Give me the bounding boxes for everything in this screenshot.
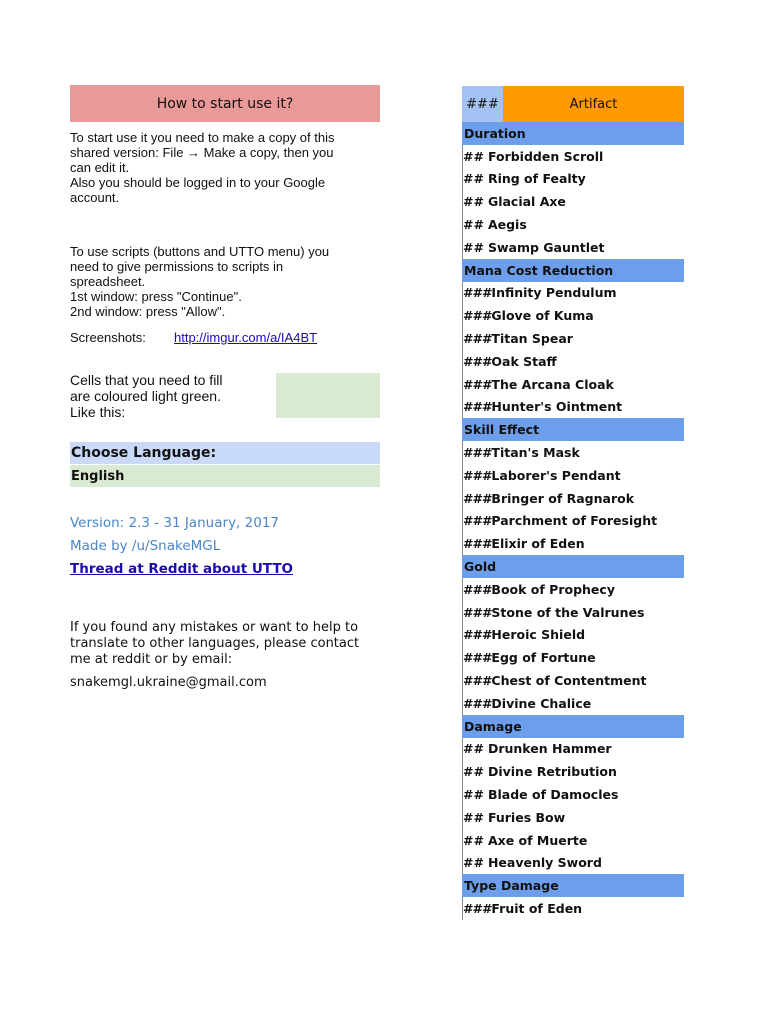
rank-hash: ## xyxy=(463,787,484,802)
artifact-row[interactable] xyxy=(462,806,684,829)
artifact-name: The Arcana Cloak xyxy=(491,376,614,392)
rank-hash: ## xyxy=(463,764,484,780)
rank-hash: ### xyxy=(463,900,492,916)
rank-hash: ### xyxy=(463,604,492,620)
artifact-rows xyxy=(462,122,684,920)
cells-fill-note: Cells that you need to fill are coloured light green. Like this: xyxy=(70,372,223,420)
rank-hash: ## xyxy=(463,171,484,187)
light-green-sample-cell[interactable] xyxy=(276,373,380,418)
artifact-row[interactable] xyxy=(462,145,684,168)
artifact-row[interactable] xyxy=(462,669,684,692)
section-label: Damage xyxy=(464,718,522,734)
artifact-row[interactable] xyxy=(462,510,684,533)
section-label: Mana Cost Reduction xyxy=(464,262,614,278)
rank-hash: ### xyxy=(463,650,492,666)
section-label: Gold xyxy=(464,559,497,575)
artifact-name: Glove of Kuma xyxy=(491,308,594,324)
artifact-row[interactable] xyxy=(462,532,684,555)
screenshots-link[interactable]: http://imgur.com/a/IA4BT xyxy=(174,330,318,345)
section-row[interactable] xyxy=(462,715,684,738)
rank-hash: ### xyxy=(463,467,492,483)
artifact-row[interactable] xyxy=(462,601,684,624)
artifact-name: Divine Retribution xyxy=(487,764,617,780)
instructions-panel xyxy=(70,85,380,690)
artifact-name: Titan Spear xyxy=(491,331,573,347)
artifact-name: Bringer of Ragnarok xyxy=(491,490,635,506)
rank-hash: ## xyxy=(463,194,484,210)
artifact-name: Swamp Gauntlet xyxy=(487,239,605,255)
artifact-row[interactable] xyxy=(462,464,684,487)
artifact-row[interactable] xyxy=(462,350,684,373)
artifact-name: Heroic Shield xyxy=(491,627,586,643)
artifact-name: Ring of Fealty xyxy=(487,171,586,187)
rank-hash: ### xyxy=(463,331,492,347)
section-label: Type Damage xyxy=(464,878,559,894)
rank-hash: ### xyxy=(463,285,492,301)
artifact-name: Glacial Axe xyxy=(487,194,566,210)
version-text: Version: 2.3 - 31 January, 2017 xyxy=(70,515,279,531)
artifact-header-title: Artifact xyxy=(503,86,684,122)
artifact-name: Furies Bow xyxy=(487,809,566,825)
artifact-name: Laborer's Pendant xyxy=(491,467,621,483)
artifact-row[interactable] xyxy=(462,213,684,236)
artifact-header-hash: ### xyxy=(462,86,503,122)
screenshots-label: Screenshots: xyxy=(70,330,146,345)
artifact-row[interactable] xyxy=(462,852,684,875)
author-text: Made by /u/SnakeMGL xyxy=(70,538,221,554)
artifact-name: Fruit of Eden xyxy=(491,900,583,916)
rank-hash: ## xyxy=(463,741,484,757)
rank-hash: ## xyxy=(463,217,484,233)
section-row[interactable] xyxy=(462,555,684,578)
artifact-name: Elixir of Eden xyxy=(491,536,585,552)
artifact-row[interactable] xyxy=(462,829,684,852)
section-row[interactable] xyxy=(462,259,684,282)
rank-hash: ### xyxy=(463,376,492,392)
section-label: Duration xyxy=(464,125,526,141)
rank-hash: ### xyxy=(463,353,492,369)
language-value: English xyxy=(71,468,125,484)
choose-language-text: Choose Language: xyxy=(71,445,217,461)
artifact-row[interactable] xyxy=(462,373,684,396)
artifact-list xyxy=(462,86,684,920)
rank-hash: ## xyxy=(463,239,484,255)
artifact-row[interactable] xyxy=(462,282,684,305)
language-select-cell[interactable] xyxy=(70,465,380,487)
contact-email: snakemgl.ukraine@gmail.com xyxy=(70,675,267,690)
artifact-row[interactable] xyxy=(462,738,684,761)
rank-hash: ### xyxy=(463,445,492,461)
rank-hash: ### xyxy=(463,308,492,324)
rank-hash: ## xyxy=(463,832,484,848)
artifact-row[interactable] xyxy=(462,487,684,510)
artifact-name: Hunter's Ointment xyxy=(491,399,623,415)
artifact-row[interactable] xyxy=(462,897,684,920)
artifact-row[interactable] xyxy=(462,304,684,327)
copy-instructions: To start use it you need to make a copy of this shared version: File → Make a copy, then you can edit it. Also you should be logged in to your Google account. xyxy=(70,130,335,205)
rank-hash: ### xyxy=(463,673,492,689)
artifact-name: Infinity Pendulum xyxy=(491,285,617,301)
section-row[interactable] xyxy=(462,122,684,145)
artifact-name: Egg of Fortune xyxy=(491,650,596,666)
artifact-name: Titan's Mask xyxy=(491,445,580,461)
howto-header xyxy=(70,85,380,122)
rank-hash: ### xyxy=(463,513,492,529)
howto-title: How to start use it? xyxy=(156,95,294,112)
section-row[interactable] xyxy=(462,874,684,897)
artifact-name: Oak Staff xyxy=(491,353,557,369)
feedback-note: If you found any mistakes or want to help to translate to other languages, please contact me at reddit or by email: xyxy=(70,620,360,667)
rank-hash: ## xyxy=(463,148,484,164)
artifact-row[interactable] xyxy=(462,646,684,669)
artifact-name: Blade of Damocles xyxy=(487,787,619,802)
artifact-name: Axe of Muerte xyxy=(487,832,588,848)
artifact-row[interactable] xyxy=(462,692,684,715)
artifact-row[interactable] xyxy=(462,236,684,259)
rank-hash: ## xyxy=(463,809,484,825)
rank-hash: ### xyxy=(463,536,492,552)
artifact-name: Book of Prophecy xyxy=(491,581,615,597)
artifact-row[interactable] xyxy=(462,441,684,464)
artifact-name: Divine Chalice xyxy=(491,695,592,711)
permissions-instructions: To use scripts (buttons and UTTO menu) you need to give permissions to scripts in spreadsheet. 1st window: press "Continue". 2nd window: press "Allow". xyxy=(70,244,330,319)
rank-hash: ### xyxy=(463,627,492,643)
section-row[interactable] xyxy=(462,418,684,441)
reddit-thread-link[interactable]: Thread at Reddit about UTTO xyxy=(70,561,294,577)
choose-language-label xyxy=(70,442,380,464)
artifact-name: Stone of the Valrunes xyxy=(491,604,645,620)
rank-hash: ### xyxy=(463,399,492,415)
artifact-name: Aegis xyxy=(487,217,527,233)
artifact-name: Forbidden Scroll xyxy=(487,148,604,164)
artifact-row[interactable] xyxy=(462,624,684,647)
artifact-row[interactable] xyxy=(462,327,684,350)
rank-hash: ### xyxy=(463,581,492,597)
artifact-row[interactable] xyxy=(462,168,684,191)
rank-hash: ### xyxy=(463,490,492,506)
rank-hash: ## xyxy=(463,855,484,871)
artifact-row[interactable] xyxy=(462,396,684,419)
screenshots-row xyxy=(70,330,380,345)
section-label: Skill Effect xyxy=(464,422,540,438)
rank-hash: ### xyxy=(463,695,492,711)
artifact-row[interactable] xyxy=(462,760,684,783)
artifact-row[interactable] xyxy=(462,783,684,806)
artifact-name: Heavenly Sword xyxy=(487,855,602,871)
artifact-header xyxy=(462,86,684,122)
artifact-row[interactable] xyxy=(462,578,684,601)
artifact-name: Drunken Hammer xyxy=(487,741,612,757)
artifact-name: Chest of Contentment xyxy=(491,673,647,689)
artifact-row[interactable] xyxy=(462,190,684,213)
artifact-name: Parchment of Foresight xyxy=(491,513,658,529)
